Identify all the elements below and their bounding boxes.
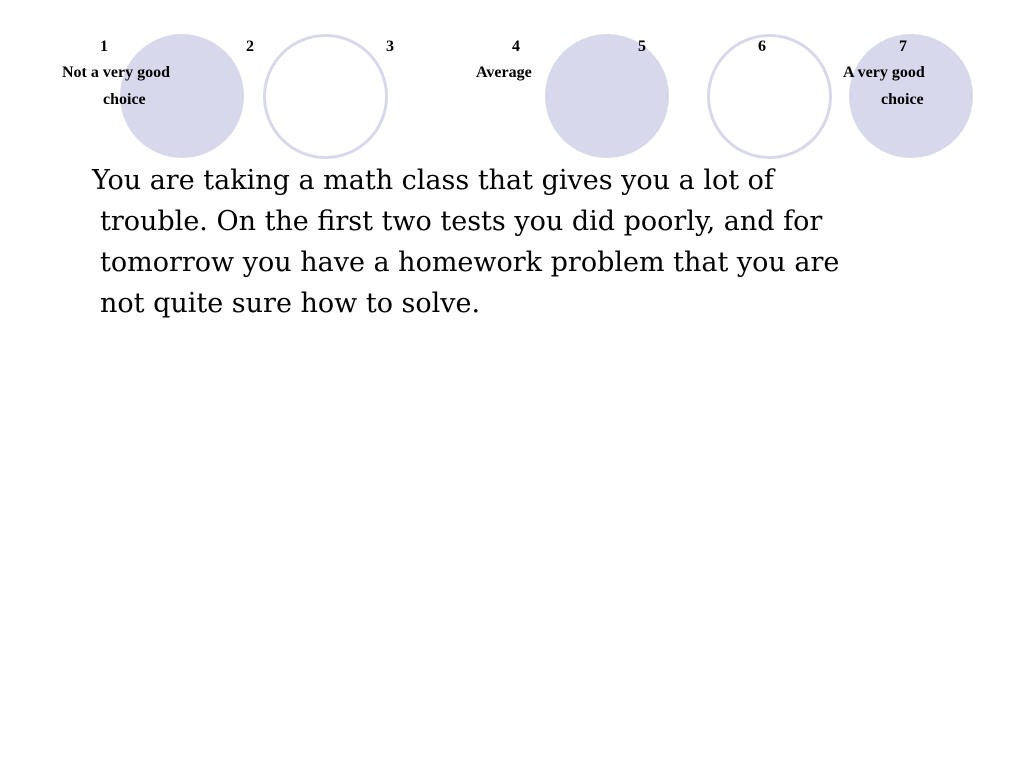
scale-number-5: 5: [638, 38, 646, 55]
scenario-line-3: tomorrow you have a homework problem that you are: [100, 247, 840, 278]
scale-number-2: 2: [246, 38, 254, 55]
scale-label-low-line1: Not a very good: [62, 64, 170, 81]
scenario-line-2: trouble. On the first two tests you did poorly, and for: [100, 206, 823, 237]
scale-label-high-line1: A very good: [843, 64, 925, 81]
scale-number-6: 6: [758, 38, 766, 55]
scenario-text: [92, 160, 960, 324]
scale-label-low-line2: choice: [103, 91, 146, 108]
decorative-circle-4: [707, 34, 832, 159]
scale-number-7: 7: [899, 38, 907, 55]
decorative-circle-2: [263, 34, 388, 159]
scale-number-1: 1: [100, 38, 108, 55]
scenario-line-1: You are taking a math class that gives you a lot of: [92, 165, 774, 196]
scale-label-high-line2: choice: [881, 91, 924, 108]
decorative-circle-3: [545, 34, 669, 158]
scale-label-mid: Average: [476, 64, 532, 81]
scale-number-4: 4: [512, 38, 520, 55]
scale-number-3: 3: [386, 38, 394, 55]
scenario-line-4: not quite sure how to solve.: [100, 288, 481, 319]
